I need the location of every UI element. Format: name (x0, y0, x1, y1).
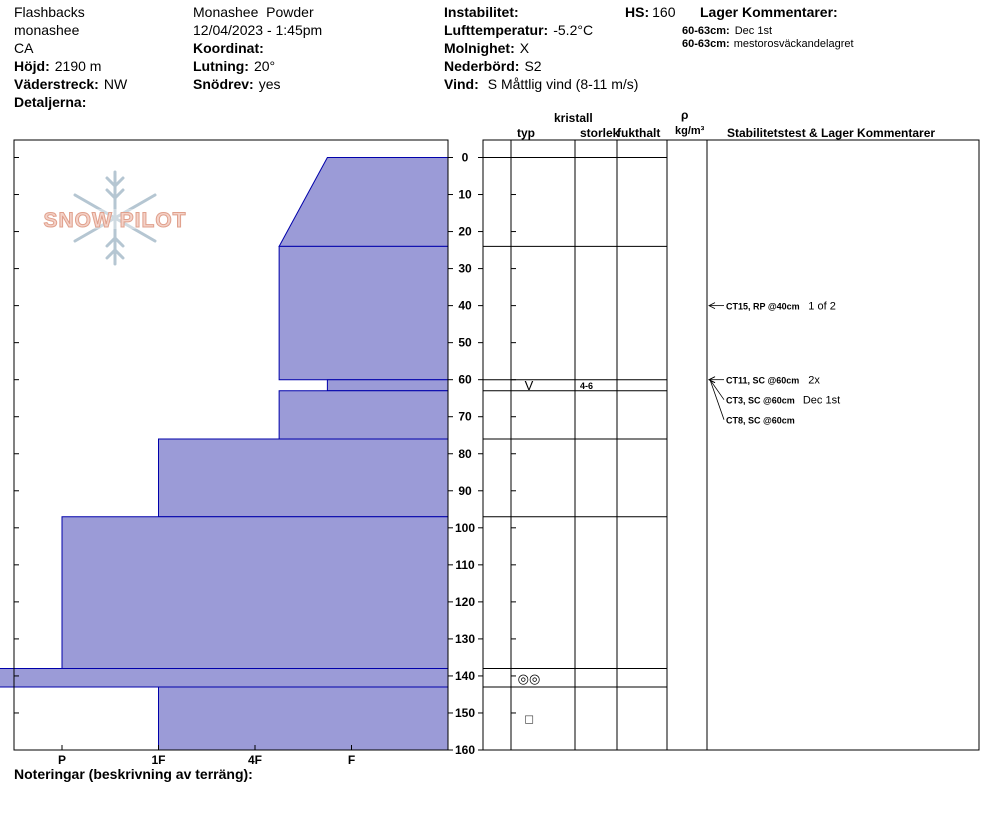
layer-comments-title: Lager Kommentarer: (700, 4, 838, 20)
left-ticks (14, 158, 19, 751)
test-comment: 2x (808, 374, 820, 387)
air-temp-line (444, 22, 593, 38)
test-pointer-line (710, 380, 724, 400)
sky-label: Molnighet: (444, 40, 515, 56)
grain-symbols (518, 378, 593, 726)
region-name: monashee (14, 22, 80, 38)
profile-layer-bar (279, 158, 448, 247)
depth-tick-label: 120 (454, 594, 476, 609)
grain-size-value: 4-6 (580, 381, 594, 392)
aspect-line (14, 76, 128, 92)
hardness-tick-label: P (57, 753, 67, 767)
logo-text: SNOW PILOT (43, 209, 187, 232)
header (14, 4, 854, 110)
slope-value: 20° (253, 58, 276, 74)
depth-tick-label: 50 (458, 335, 472, 350)
wind-value: S Måttlig vind (8-11 m/s) (487, 76, 639, 92)
depth-tick-label: 110 (455, 557, 475, 572)
observation-datetime: 12/04/2023 - 1:45pm (193, 22, 323, 38)
density-unit-header: kg/m³ (675, 125, 705, 137)
wind-loading-value: yes (258, 76, 281, 92)
layer-comment-1 (682, 25, 772, 37)
type-header: typ (517, 126, 535, 140)
depth-tick-label: 160 (454, 743, 476, 757)
wind-loading-line (193, 76, 280, 92)
grain-type-symbol: □ (525, 711, 533, 727)
hardness-profile-graph (0, 140, 483, 767)
rho-header: ρ (681, 108, 689, 122)
layer-table (483, 140, 979, 750)
depth-tick-label: 60 (458, 372, 472, 387)
depth-tick-label: 30 (458, 261, 472, 276)
stability-label: Instabilitet: (444, 4, 519, 20)
test-label: CT3, SC @60cm (726, 395, 795, 406)
terrain-notes-label: Noteringar (beskrivning av terräng): (14, 766, 253, 782)
profile-layer-bar (159, 439, 449, 517)
depth-axis (448, 151, 483, 758)
precip-label: Nederbörd: (444, 58, 520, 74)
profile-layer-bar (62, 517, 448, 669)
table-frame (483, 140, 979, 750)
depth-tick-label: 20 (458, 224, 472, 239)
wind-label: Vind: (444, 76, 479, 92)
elevation-label: Höjd: (14, 58, 50, 74)
aspect-label: Väderstreck: (14, 76, 99, 92)
slope-label: Lutning: (193, 58, 249, 74)
profile-layer-bar (279, 246, 448, 379)
wind-line (444, 76, 638, 92)
depth-tick-label: 10 (458, 187, 472, 202)
country-name: CA (14, 40, 34, 56)
test-annotations (709, 301, 840, 426)
hardness-tick-label: 1F (151, 753, 166, 767)
location-name: Monashee Powder (193, 4, 314, 20)
grain-type-symbol: V (524, 378, 534, 394)
snowpilot-logo (39, 172, 191, 264)
layer-comment-text: Dec 1st (734, 25, 772, 37)
profile-layer-bar (159, 687, 449, 750)
test-label: CT15, RP @40cm (726, 301, 800, 312)
depth-tick-label: 70 (458, 409, 472, 424)
wind-loading-label: Snödrev: (193, 76, 254, 92)
depth-tick-label: 80 (458, 446, 472, 461)
depth-tick-label: 100 (454, 520, 476, 535)
hs-value: 160 (652, 4, 676, 20)
sky-value: X (519, 40, 530, 56)
air-temp-label: Lufttemperatur: (444, 22, 549, 38)
elevation-value: 2190 m (54, 58, 102, 74)
test-comment: 1 of 2 (808, 300, 836, 313)
test-comment: Dec 1st (802, 394, 841, 407)
hs-line (625, 4, 676, 20)
precip-line (444, 58, 542, 74)
profile-layer-bar (279, 391, 448, 439)
depth-tick-label: 130 (454, 631, 476, 646)
profile-bars (0, 158, 448, 751)
hs-label: HS: (625, 4, 650, 20)
grain-type-symbol: ◎◎ (517, 670, 541, 686)
elevation-line (14, 58, 101, 74)
layer-comment-range: 60-63cm: (682, 25, 730, 37)
layer-comment-text: mestorosväckandelagret (733, 38, 854, 50)
depth-tick-label: 90 (458, 483, 472, 498)
layer-comment-range: 60-63cm: (682, 38, 730, 50)
details-label: Detaljerna: (14, 94, 87, 110)
test-label: CT11, SC @60cm (726, 375, 800, 386)
test-pointer-line (710, 380, 724, 420)
crystal-header: kristall (554, 111, 593, 125)
layer-comment-2 (682, 38, 854, 50)
size-header: storlek (580, 126, 620, 140)
depth-tick-label: 140 (454, 668, 476, 683)
depth-tick-label: 40 (458, 298, 472, 313)
depth-tick-label: 150 (454, 705, 476, 720)
tests-header: Stabilitetstest & Lager Kommentarer (727, 126, 936, 140)
observer-name: Flashbacks (14, 4, 85, 20)
slope-line (193, 58, 275, 74)
profile-layer-bar (327, 380, 448, 391)
air-temp-value: -5.2°C (553, 22, 594, 38)
moisture-header: fukthalt (617, 126, 661, 140)
coordinate-label: Koordinat: (193, 40, 264, 56)
profile-layer-bar (0, 669, 448, 688)
depth-tick-label: 0 (461, 150, 469, 165)
table-headers (517, 108, 935, 140)
hardness-tick-label: 4F (247, 753, 263, 767)
precip-value: S2 (524, 58, 542, 74)
hardness-tick-label: F (347, 753, 356, 767)
test-label: CT8, SC @60cm (726, 415, 795, 426)
sky-line (444, 40, 530, 56)
aspect-value: NW (103, 76, 128, 92)
